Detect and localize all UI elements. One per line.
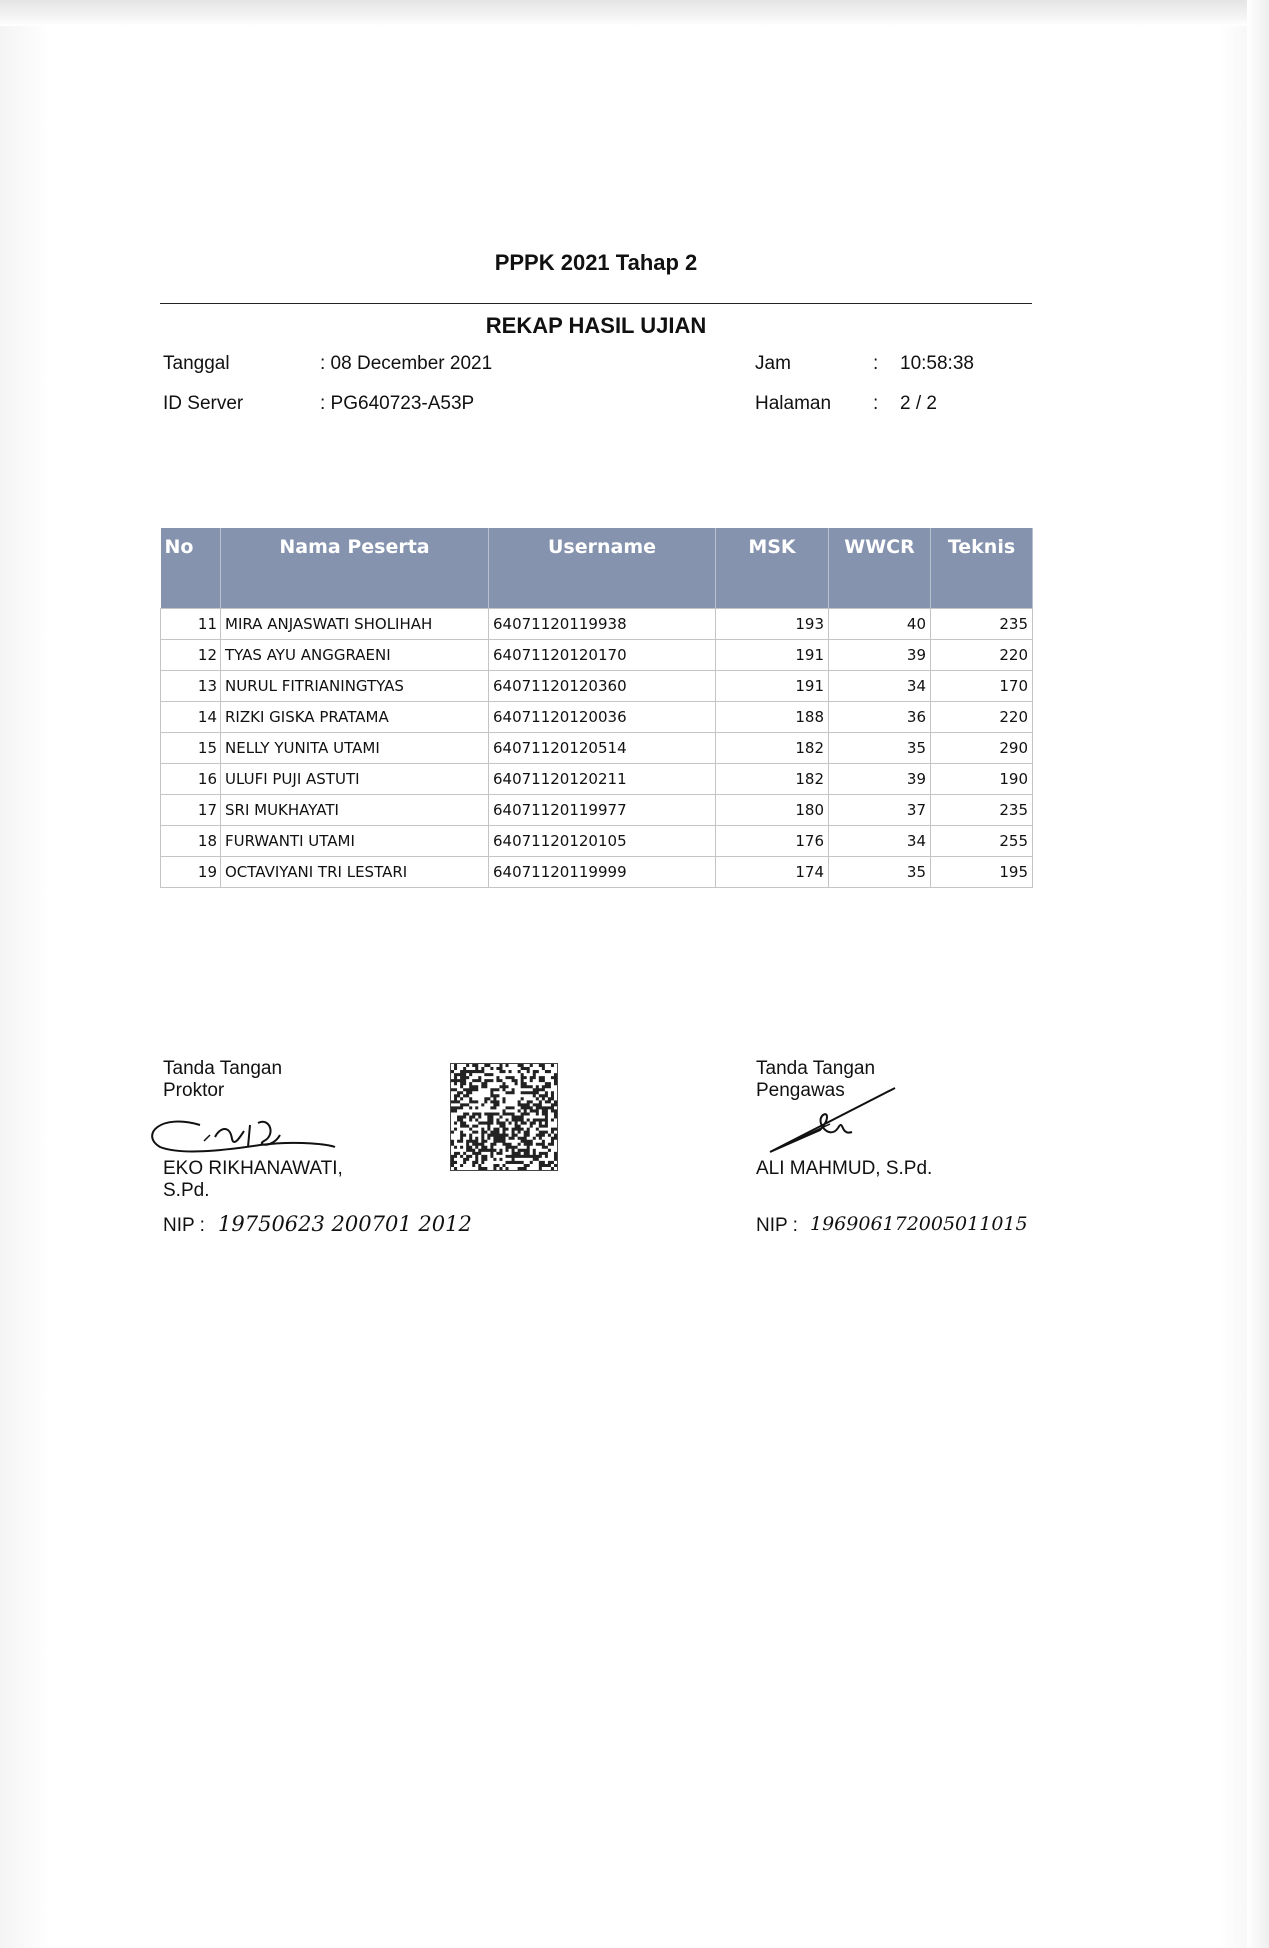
cell-teknis: 220 <box>931 702 1033 733</box>
pengawas-nip-handwritten: 196906172005011015 <box>810 1213 1028 1235</box>
tanggal-label: Tanggal <box>163 353 230 374</box>
header-wwcr: WWCR <box>829 528 931 609</box>
cell-no: 12 <box>161 640 221 671</box>
cell-teknis: 190 <box>931 764 1033 795</box>
table-row <box>161 609 1033 640</box>
cell-no: 14 <box>161 702 221 733</box>
cell-nama: OCTAVIYANI TRI LESTARI <box>221 857 489 888</box>
cell-teknis: 220 <box>931 640 1033 671</box>
pengawas-nip-label: NIP : <box>756 1215 798 1236</box>
qr-code <box>450 1063 558 1171</box>
cell-msk: 182 <box>716 733 829 764</box>
tanggal-value: : 08 December 2021 <box>320 353 493 374</box>
cell-wwcr: 34 <box>829 826 931 857</box>
cell-no: 17 <box>161 795 221 826</box>
pengawas-label-line2: Pengawas <box>756 1080 845 1101</box>
cell-teknis: 255 <box>931 826 1033 857</box>
proktor-name-line2: S.Pd. <box>163 1180 210 1201</box>
table-row <box>161 640 1033 671</box>
cell-teknis: 170 <box>931 671 1033 702</box>
cell-msk: 191 <box>716 640 829 671</box>
pengawas-label-line1: Tanda Tangan <box>756 1058 876 1079</box>
halaman-label: Halaman <box>755 393 832 414</box>
cell-username: 64071120120211 <box>489 764 716 795</box>
cell-msk: 182 <box>716 764 829 795</box>
proktor-name-line1: EKO RIKHANAWATI, <box>163 1158 343 1179</box>
cell-nama: SRI MUKHAYATI <box>221 795 489 826</box>
header-nama-peserta: Nama Peserta <box>221 528 489 609</box>
cell-teknis: 195 <box>931 857 1033 888</box>
jam-label: Jam <box>755 353 791 374</box>
header-msk: MSK <box>716 528 829 609</box>
pengawas-name: ALI MAHMUD, S.Pd. <box>756 1158 933 1179</box>
cell-username: 64071120119938 <box>489 609 716 640</box>
cell-msk: 188 <box>716 702 829 733</box>
cell-wwcr: 35 <box>829 857 931 888</box>
cell-wwcr: 40 <box>829 609 931 640</box>
cell-msk: 176 <box>716 826 829 857</box>
cell-wwcr: 39 <box>829 764 931 795</box>
cell-no: 13 <box>161 671 221 702</box>
cell-no: 16 <box>161 764 221 795</box>
header-no: No <box>161 528 221 609</box>
document-title: PPPK 2021 Tahap 2 <box>494 250 698 275</box>
table-row <box>161 764 1033 795</box>
scan-right-edge <box>1247 0 1269 1948</box>
cell-teknis: 290 <box>931 733 1033 764</box>
proktor-label-line2: Proktor <box>163 1080 225 1101</box>
cell-wwcr: 36 <box>829 702 931 733</box>
cell-username: 64071120119977 <box>489 795 716 826</box>
cell-no: 15 <box>161 733 221 764</box>
cell-msk: 180 <box>716 795 829 826</box>
cell-teknis: 235 <box>931 795 1033 826</box>
id-server-value: : PG640723-A53P <box>320 393 475 414</box>
cell-nama: ULUFI PUJI ASTUTI <box>221 764 489 795</box>
cell-wwcr: 35 <box>829 733 931 764</box>
scan-top-edge <box>0 0 1269 26</box>
cell-no: 11 <box>161 609 221 640</box>
cell-msk: 191 <box>716 671 829 702</box>
table-row <box>161 702 1033 733</box>
halaman-colon: : <box>873 393 879 414</box>
cell-username: 64071120120360 <box>489 671 716 702</box>
proktor-nip-handwritten: 19750623 200701 2012 <box>218 1212 472 1236</box>
jam-value: 10:58:38 <box>900 353 974 374</box>
cell-msk: 174 <box>716 857 829 888</box>
cell-teknis: 235 <box>931 609 1033 640</box>
title-divider <box>160 303 1032 304</box>
cell-wwcr: 39 <box>829 640 931 671</box>
cell-nama: RIZKI GISKA PRATAMA <box>221 702 489 733</box>
cell-username: 64071120120105 <box>489 826 716 857</box>
pengawas-signature <box>760 1080 900 1160</box>
table-row <box>161 795 1033 826</box>
document-subtitle: REKAP HASIL UJIAN <box>485 313 707 338</box>
cell-wwcr: 37 <box>829 795 931 826</box>
header-username: Username <box>489 528 716 609</box>
cell-nama: NURUL FITRIANINGTYAS <box>221 671 489 702</box>
table-row <box>161 671 1033 702</box>
proktor-nip-label: NIP : <box>163 1215 205 1236</box>
cell-nama: TYAS AYU ANGGRAENI <box>221 640 489 671</box>
cell-wwcr: 34 <box>829 671 931 702</box>
cell-username: 64071120119999 <box>489 857 716 888</box>
cell-no: 18 <box>161 826 221 857</box>
proktor-label-line1: Tanda Tangan <box>163 1058 283 1079</box>
cell-no: 19 <box>161 857 221 888</box>
cell-nama: FURWANTI UTAMI <box>221 826 489 857</box>
table-row <box>161 826 1033 857</box>
table-row <box>161 857 1033 888</box>
header-teknis: Teknis <box>931 528 1033 609</box>
cell-msk: 193 <box>716 609 829 640</box>
table-header-row <box>161 528 1033 609</box>
jam-colon: : <box>873 353 879 374</box>
cell-username: 64071120120514 <box>489 733 716 764</box>
results-table <box>160 528 1033 888</box>
cell-nama: NELLY YUNITA UTAMI <box>221 733 489 764</box>
cell-nama: MIRA ANJASWATI SHOLIHAH <box>221 609 489 640</box>
cell-username: 64071120120170 <box>489 640 716 671</box>
cell-username: 64071120120036 <box>489 702 716 733</box>
halaman-value: 2 / 2 <box>900 393 937 414</box>
id-server-label: ID Server <box>163 393 244 414</box>
table-row <box>161 733 1033 764</box>
